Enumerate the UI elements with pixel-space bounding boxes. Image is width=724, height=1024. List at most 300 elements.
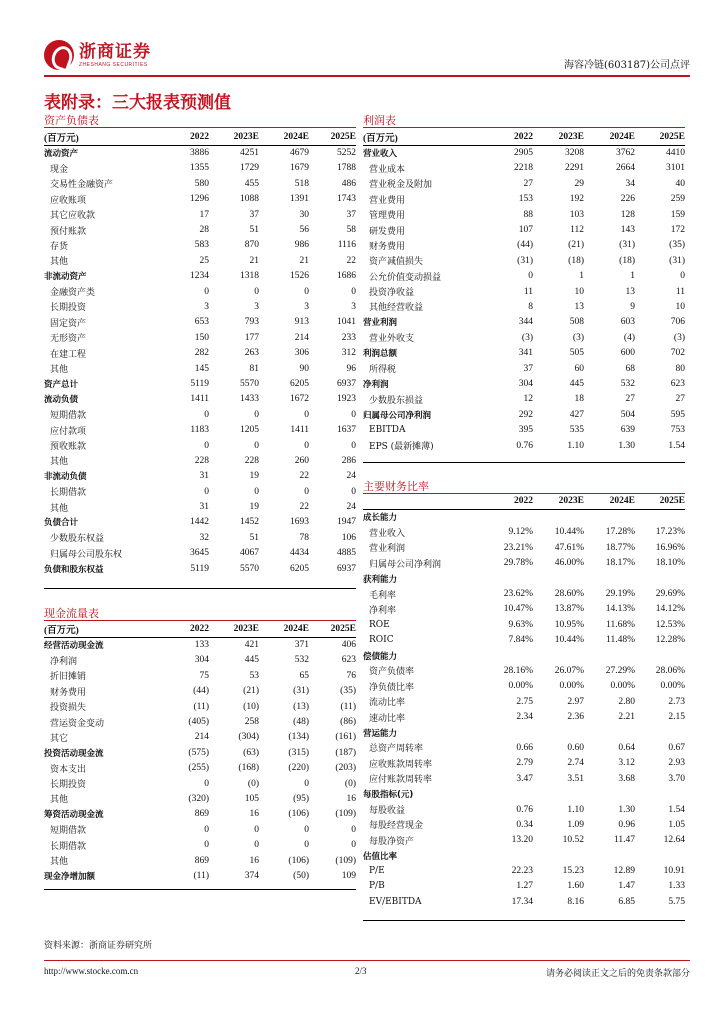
cell-value: (31): [517, 255, 533, 266]
page-number: 2/3: [355, 966, 367, 976]
cell-value: 505: [569, 348, 584, 359]
row-label: 存货: [50, 241, 69, 252]
cell-value: 2218: [514, 163, 533, 174]
row-label: 其他: [50, 857, 69, 868]
row-label: 公允价值变动损益: [369, 272, 442, 283]
row-label: P/E: [369, 866, 385, 877]
cell-value: 0.00%: [508, 681, 533, 692]
row-label: 总资产周转率: [369, 744, 424, 755]
table-row: [363, 848, 685, 863]
cell-value: (161): [335, 732, 356, 743]
row-label: 偿债能力: [363, 651, 398, 662]
cell-value: 8.16: [567, 896, 584, 907]
cell-value: 2.93: [668, 758, 685, 769]
cell-value: [481, 786, 533, 801]
table-row: [44, 192, 356, 207]
cell-value: 14.13%: [605, 604, 635, 615]
cell-value: 1234: [190, 271, 209, 282]
cell-value: 28: [199, 225, 209, 236]
row-label: 归属母公司净利润: [369, 559, 442, 570]
cell-value: 0: [304, 778, 309, 789]
cell-value: 10.44%: [554, 635, 584, 646]
cell-value: 10.52: [562, 835, 584, 846]
income-statement-table: [363, 130, 685, 453]
table-row: [363, 222, 685, 237]
table-row: [44, 269, 356, 284]
cell-value: 31: [199, 471, 209, 482]
cell-value: 214: [294, 332, 309, 343]
table-row: [44, 822, 356, 837]
cell-value: (220): [288, 763, 309, 774]
row-label: 交易性金融资产: [50, 180, 114, 191]
cell-value: 7.84%: [508, 635, 533, 646]
cell-value: (4): [623, 332, 635, 343]
row-label: 营业利润: [363, 318, 398, 329]
cell-value: 304: [518, 378, 533, 389]
cell-value: 518: [294, 178, 309, 189]
footer-url[interactable]: http://www.stocke.com.cn: [44, 966, 139, 976]
cell-value: 603: [620, 317, 635, 328]
cell-value: 29.78%: [503, 558, 533, 569]
cell-value: 623: [341, 655, 356, 666]
row-label: 其他: [50, 457, 69, 468]
year-header: 2025E: [309, 622, 356, 637]
table-row: [44, 161, 356, 176]
cell-value: 639: [620, 425, 635, 436]
cell-value: 226: [620, 194, 635, 205]
cell-value: 1.27: [516, 881, 533, 892]
year-header: 2022: [481, 130, 533, 145]
table-row: [363, 253, 685, 268]
cashflow-table: [44, 622, 356, 884]
table-row: [363, 740, 685, 755]
cell-value: 27: [625, 394, 635, 405]
cell-value: 1: [579, 271, 584, 282]
cell-value: 109: [341, 870, 356, 881]
balance-bottom-line: [44, 588, 356, 589]
row-label: 长期借款: [50, 841, 87, 852]
cell-value: 51: [249, 532, 259, 543]
cell-value: 5252: [337, 148, 356, 159]
cell-value: [584, 848, 635, 863]
cell-value: (10): [243, 701, 259, 712]
cell-value: 1526: [290, 271, 309, 282]
cell-value: 3: [304, 301, 309, 312]
cell-value: 304: [194, 655, 209, 666]
cell-value: 1686: [337, 271, 356, 282]
cell-value: 1355: [190, 163, 209, 174]
row-label: 资本支出: [50, 764, 87, 775]
cell-value: 13: [625, 286, 635, 297]
footer-disclaimer: 请务必阅读正文之后的免责条款部分: [545, 969, 690, 979]
cell-value: 2664: [616, 163, 635, 174]
unit-header: (百万元): [44, 622, 164, 637]
cell-value: 1318: [240, 271, 259, 282]
cell-value: 18.17%: [605, 558, 635, 569]
cell-value: 1743: [337, 194, 356, 205]
cell-value: 19: [249, 502, 259, 513]
row-label: 估值比率: [363, 851, 398, 862]
cell-value: 3: [254, 301, 259, 312]
cell-value: 0: [254, 409, 259, 420]
row-label: 流动负债: [44, 395, 79, 406]
cell-value: 10: [574, 286, 584, 297]
cell-value: 3.12: [618, 758, 635, 769]
cell-value: 16.96%: [655, 542, 685, 553]
cell-value: 583: [194, 240, 209, 251]
table-row: [44, 176, 356, 191]
table-row: [363, 617, 685, 632]
table-row: [44, 515, 356, 530]
cell-value: 445: [244, 655, 259, 666]
cell-value: 2.36: [567, 712, 584, 723]
cell-value: (18): [568, 255, 584, 266]
cell-value: 445: [569, 378, 584, 389]
cell-value: 0.64: [618, 742, 635, 753]
company-logo: [44, 40, 151, 70]
cell-value: [481, 571, 533, 586]
table-header-row: [363, 130, 685, 145]
table-row: [44, 407, 356, 422]
cell-value: 504: [620, 409, 635, 420]
cell-value: 3101: [666, 163, 685, 174]
cell-value: 17.23%: [655, 527, 685, 538]
cell-value: 177: [244, 332, 259, 343]
cell-value: 103: [569, 209, 584, 220]
year-header: 2023E: [209, 130, 259, 145]
cell-value: 0.60: [567, 742, 584, 753]
cell-value: [481, 725, 533, 740]
row-label: 净利润: [363, 379, 389, 390]
table-row: [363, 540, 685, 555]
cell-value: [584, 648, 635, 663]
table-row: [363, 176, 685, 191]
cell-value: 0: [304, 486, 309, 497]
cell-value: 486: [341, 178, 356, 189]
year-header: 2022: [481, 494, 533, 509]
cell-value: (109): [335, 809, 356, 820]
cell-value: (11): [340, 701, 356, 712]
cell-value: 21: [249, 255, 259, 266]
cell-value: 23.62%: [503, 589, 533, 600]
cell-value: 29.69%: [655, 589, 685, 600]
income-bottom-line: [363, 462, 685, 463]
cell-value: 2905: [514, 148, 533, 159]
cell-value: 12: [523, 394, 533, 405]
cell-value: 145: [194, 363, 209, 374]
cell-value: 12.28%: [655, 635, 685, 646]
table-row: [44, 546, 356, 561]
cell-value: 0: [204, 840, 209, 851]
table-row: [44, 345, 356, 360]
cell-value: 0: [351, 409, 356, 420]
year-header: 2024E: [259, 622, 309, 637]
cell-value: 233: [341, 332, 356, 343]
cell-value: 128: [620, 209, 635, 220]
cell-value: [584, 571, 635, 586]
row-label: 长期投资: [50, 303, 87, 314]
year-header: 2025E: [635, 494, 685, 509]
row-label: 投资损失: [50, 703, 87, 714]
cell-value: 2.80: [618, 696, 635, 707]
cell-value: (106): [288, 855, 309, 866]
cell-value: 1296: [190, 194, 209, 205]
cell-value: 9.63%: [508, 619, 533, 630]
row-label: 负债合计: [44, 518, 79, 529]
cashflow-title-line: [44, 620, 356, 621]
cell-value: 0: [204, 286, 209, 297]
row-label: EV/EBITDA: [369, 896, 422, 907]
cell-value: 6937: [337, 378, 356, 389]
row-label: 营业成本: [369, 164, 406, 175]
table-row: [44, 253, 356, 268]
cell-value: 1672: [290, 394, 309, 405]
cell-value: 10.44%: [554, 527, 584, 538]
cell-value: 1.09: [567, 819, 584, 830]
cell-value: [481, 509, 533, 524]
cell-value: (50): [293, 870, 309, 881]
row-label: 归属母公司股东权: [50, 549, 123, 560]
cell-value: 1923: [337, 394, 356, 405]
cell-value: 58: [346, 225, 356, 236]
cell-value: 2.79: [516, 758, 533, 769]
cell-value: 869: [194, 809, 209, 820]
row-label: 预收账款: [50, 442, 87, 452]
cell-value: 16: [249, 809, 259, 820]
cell-value: 0: [304, 840, 309, 851]
row-label: 财务费用: [50, 687, 87, 698]
cell-value: 1679: [290, 163, 309, 174]
table-row: [44, 853, 356, 868]
cell-value: (44): [193, 686, 209, 697]
cell-value: 0: [351, 440, 356, 451]
table-row: [363, 771, 685, 786]
cell-value: [533, 571, 584, 586]
table-row: [44, 668, 356, 683]
cell-value: 4885: [337, 548, 356, 559]
cell-value: 6937: [337, 563, 356, 574]
row-label: ROE: [369, 619, 390, 630]
cell-value: 75: [199, 670, 209, 681]
table-row: [363, 284, 685, 299]
cell-value: 27: [675, 394, 685, 405]
year-header: 2024E: [584, 494, 635, 509]
cell-value: 10.91: [663, 866, 685, 877]
row-label: 流动资产: [44, 149, 79, 160]
cell-value: 292: [518, 409, 533, 420]
cell-value: 228: [194, 455, 209, 466]
cell-value: (21): [568, 240, 584, 251]
cell-value: 0: [254, 486, 259, 497]
cell-value: 1411: [190, 394, 209, 405]
table-row: [363, 345, 685, 360]
cell-value: (3): [572, 332, 584, 343]
cell-value: 0.76: [516, 440, 533, 451]
table-row: [363, 663, 685, 678]
unit-header: (百万元): [44, 130, 164, 145]
row-label: 营业利润: [369, 544, 406, 555]
cell-value: 0: [204, 409, 209, 420]
cell-value: (168): [238, 763, 259, 774]
table-row: [363, 694, 685, 709]
cell-value: 1637: [337, 425, 356, 436]
table-row: [44, 484, 356, 499]
cell-value: 0: [254, 840, 259, 851]
row-label: 每股收益: [369, 806, 406, 816]
cell-value: [635, 571, 685, 586]
cell-value: 6.85: [618, 896, 635, 907]
cell-value: 23.21%: [503, 542, 533, 553]
cell-value: 1.10: [567, 440, 584, 451]
row-label: 速动比率: [369, 713, 406, 724]
cell-value: 1.54: [668, 804, 685, 815]
cell-value: 1.33: [668, 881, 685, 892]
cell-value: 258: [244, 717, 259, 728]
row-label: 营业外收支: [369, 334, 415, 345]
cell-value: 27.29%: [605, 665, 635, 676]
cell-value: 5119: [190, 378, 209, 389]
row-label: 毛利率: [369, 590, 397, 601]
table-row: [363, 756, 685, 771]
cell-value: 0: [204, 440, 209, 451]
row-label: 固定资产: [50, 318, 87, 329]
cell-value: 0: [351, 286, 356, 297]
cell-value: 1.05: [668, 819, 685, 830]
table-row: [44, 284, 356, 299]
cell-value: 869: [194, 855, 209, 866]
cell-value: 17.34: [511, 896, 533, 907]
cell-value: 259: [670, 194, 685, 205]
cell-value: 32: [199, 532, 209, 543]
cell-value: 1.47: [618, 881, 635, 892]
cell-value: [533, 848, 584, 863]
cell-value: 1788: [337, 163, 356, 174]
year-header: 2023E: [209, 622, 259, 637]
cell-value: 3208: [565, 148, 584, 159]
cell-value: [635, 509, 685, 524]
table-row: [363, 330, 685, 345]
table-row: [363, 571, 685, 586]
cell-value: [584, 725, 635, 740]
cell-value: 47.61%: [554, 542, 584, 553]
row-label: 每股经营现金: [369, 821, 424, 832]
cell-value: 22: [299, 502, 309, 513]
cell-value: 11.68%: [606, 619, 635, 630]
table-row: [363, 407, 685, 422]
cell-value: (320): [188, 793, 209, 804]
cell-value: 5.75: [668, 896, 685, 907]
appendix-title: 表附录：三大报表预测值: [44, 93, 231, 113]
cell-value: 0: [351, 840, 356, 851]
cell-value: [584, 786, 635, 801]
cell-value: 13: [574, 301, 584, 312]
cell-value: (315): [288, 747, 309, 758]
cell-value: 1433: [240, 394, 259, 405]
cell-value: 24: [346, 502, 356, 513]
cell-value: 153: [518, 194, 533, 205]
cell-value: 11.47: [613, 835, 635, 846]
table-row: [44, 361, 356, 376]
table-row: [44, 330, 356, 345]
table-row: [363, 817, 685, 832]
cell-value: 3.68: [618, 773, 635, 784]
cell-value: 22.23: [511, 866, 533, 877]
cell-value: 0.66: [516, 742, 533, 753]
cell-value: 112: [570, 225, 584, 236]
cell-value: 11: [523, 286, 533, 297]
table-row: [44, 807, 356, 822]
cell-value: 6205: [290, 378, 309, 389]
cell-value: 0: [351, 486, 356, 497]
cell-value: (134): [288, 732, 309, 743]
cell-value: 37: [249, 209, 259, 220]
row-label: ROIC: [369, 635, 394, 646]
cell-value: 3645: [190, 548, 209, 559]
logo-cn: 浙商证券: [79, 41, 151, 62]
cell-value: 282: [194, 348, 209, 359]
row-label: 非流动负债: [44, 472, 87, 483]
cell-value: (11): [193, 870, 209, 881]
cell-value: 580: [194, 178, 209, 189]
row-label: 非流动资产: [44, 272, 87, 283]
cell-value: 753: [670, 425, 685, 436]
table-row: [363, 422, 685, 437]
row-label: P/B: [369, 881, 385, 892]
cell-value: 26.07%: [554, 665, 584, 676]
table-row: [363, 633, 685, 648]
cell-value: [584, 509, 635, 524]
cell-value: [481, 848, 533, 863]
cell-value: 28.60%: [554, 589, 584, 600]
source-note: 资料来源：浙商证券研究所: [44, 941, 153, 951]
table-row: [363, 161, 685, 176]
cell-value: 623: [670, 378, 685, 389]
table-row: [363, 192, 685, 207]
year-header: 2022: [164, 130, 209, 145]
row-label: 短期借款: [50, 826, 87, 837]
cell-value: 2291: [565, 163, 584, 174]
cell-value: 105: [244, 793, 259, 804]
cell-value: 374: [244, 870, 259, 881]
table-row: [44, 837, 356, 852]
table-header-row: [44, 130, 356, 145]
cell-value: 22: [346, 255, 356, 266]
row-label: 营业税金及附加: [369, 180, 433, 191]
cell-value: 5119: [190, 563, 209, 574]
table-row: [44, 238, 356, 253]
cell-value: 80: [675, 363, 685, 374]
cell-value: 18: [574, 394, 584, 405]
ratios-table: [363, 494, 685, 910]
unit-header: [363, 494, 481, 509]
cell-value: (0): [247, 778, 259, 789]
row-label: 少数股东损益: [369, 395, 424, 406]
row-label: 投资净收益: [369, 288, 415, 299]
table-row: [363, 525, 685, 540]
cell-value: 532: [620, 378, 635, 389]
cell-value: 1.30: [618, 440, 635, 451]
cell-value: 25: [199, 255, 209, 266]
table-row: [363, 833, 685, 848]
cell-value: (187): [335, 747, 356, 758]
row-label: 资产减值损失: [369, 257, 424, 268]
table-row: [363, 725, 685, 740]
row-label: 在建工程: [50, 349, 87, 360]
cell-value: 0.00%: [660, 681, 685, 692]
table-row: [363, 376, 685, 391]
cell-value: 192: [569, 194, 584, 205]
row-label: 利润总额: [363, 349, 398, 360]
